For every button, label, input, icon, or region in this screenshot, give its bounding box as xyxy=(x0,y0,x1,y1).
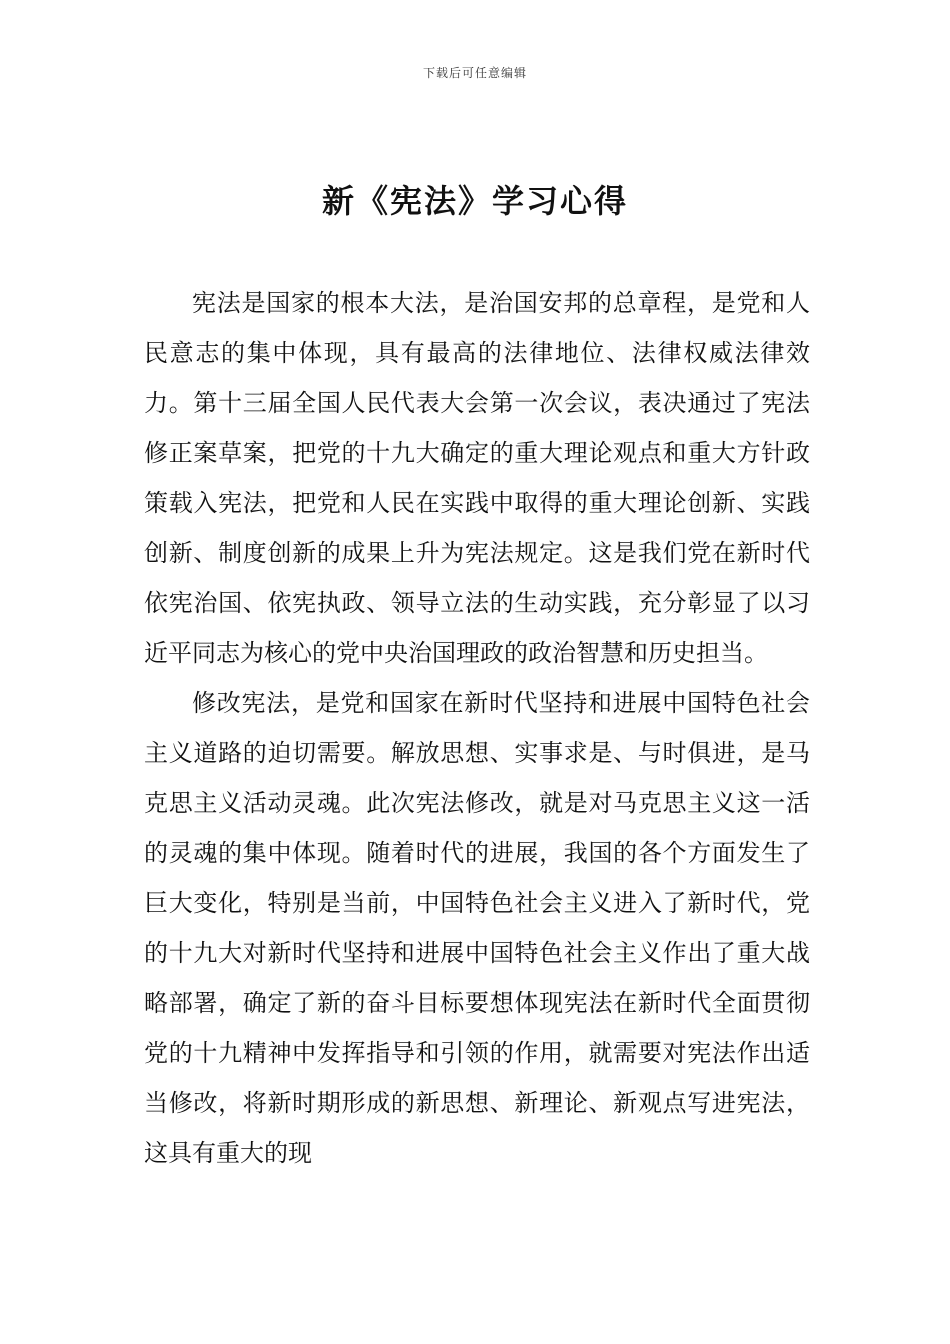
document-body xyxy=(144,278,810,1178)
paragraph-1: 宪法是国家的根本大法，是治国安邦的总章程，是党和人民意志的集中体现，具有最高的法律地位、法律权威法律效力。第十三届全国人民代表大会第一次会议，表决通过了宪法修正案草案，把党的十九大确定的重大理论观点和重大方针政策载入宪法，把党和人民在实践中取得的重大理论创新、实践创新、制度创新的成果上升为宪法规定。这是我们党在新时代依宪治国、依宪执政、领导立法的生动实践，充分彰显了以习近平同志为核心的党中央治国理政的政治智慧和历史担当。 xyxy=(144,289,810,667)
document-title: 新《宪法》学习心得 xyxy=(321,182,628,220)
header-note: 下载后可任意编辑 xyxy=(422,66,527,80)
paragraph-2: 修改宪法，是党和国家在新时代坚持和进展中国特色社会主义道路的迫切需要。解放思想、实事求是、与时俱进，是马克思主义活动灵魂。此次宪法修改，就是对马克思主义这一活的灵魂的集中体现。随着时代的进展，我国的各个方面发生了巨大变化，特别是当前，中国特色社会主义进入了新时代，党的十九大对新时代坚持和进展中国特色社会主义作出了重大战略部署，确定了新的奋斗目标要想体现宪法在新时代全面贯彻党的十九精神中发挥指导和引领的作用，就需要对宪法作出适当修改，将新时期形成的新思想、新理论、新观点写进宪法，这具有重大的现 xyxy=(144,689,810,1167)
